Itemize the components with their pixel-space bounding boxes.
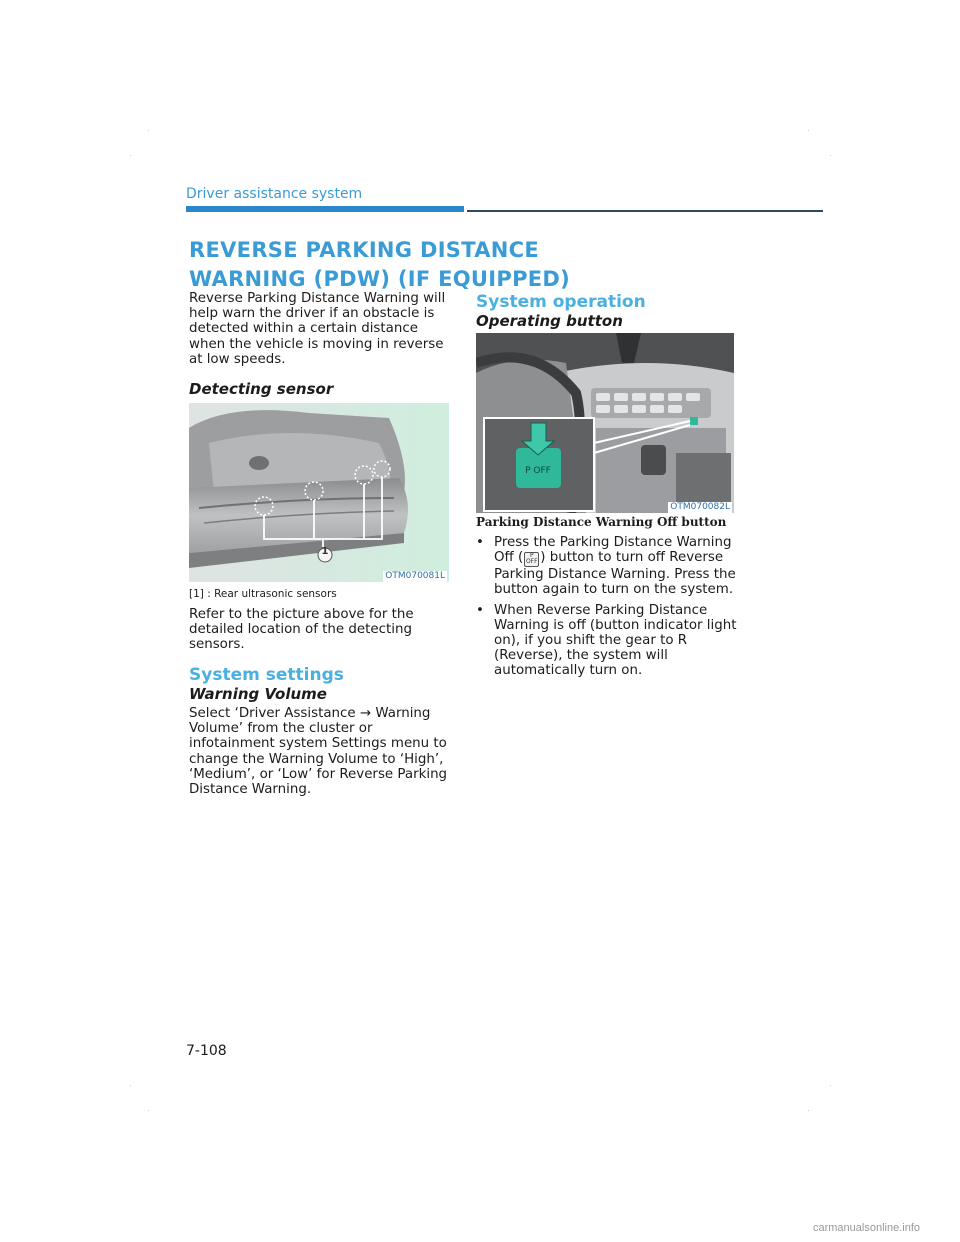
dashboard-illustration [476,333,734,513]
operating-button-heading: Operating button [476,312,623,330]
section-header: Driver assistance system [186,186,363,202]
header-rule-thick [186,206,464,212]
page-title: REVERSE PARKING DISTANCE WARNING (PDW) (IF EQUIPPED) [189,238,571,291]
button-figure-caption: Parking Distance Warning Off button [476,515,727,529]
figure-code: OTM070081L [385,571,445,581]
operation-bullet-list [476,535,738,684]
button-figure [476,333,734,513]
parking-off-icon: P OFF [525,552,538,566]
rear-sensor-figure [189,403,449,582]
sensor-description: Refer to the picture above for the detailed location of the detecting sensors. [189,607,414,653]
system-settings-heading: System settings [189,665,344,685]
crop-mark [830,155,831,156]
sensor-callout-number: 1 [321,546,329,557]
crop-mark [130,1085,131,1086]
crop-mark [130,155,131,156]
sensor-caption: [1] : Rear ultrasonic sensors [189,588,337,600]
crop-mark [808,130,809,131]
crop-mark [808,1110,809,1111]
header-rule-thin [467,210,823,212]
page-number: 7-108 [186,1043,227,1059]
crop-mark [830,1085,831,1086]
watermark: carmanualsonline.info [812,1222,920,1234]
detecting-sensor-heading: Detecting sensor [189,380,334,398]
crop-mark [148,1110,149,1111]
list-item: • Press the Parking Distance Warning Off ( P OFF ) button to turn off Reverse Parking Distance Warning. Press the button again to turn on the system. [476,535,736,598]
rear-bumper-illustration [189,403,449,582]
warning-volume-text: Select ‘Driver Assistance → Warning Volume’ from the cluster or infotainment system Settings menu to change the Warning Volume to ‘High’, ‘Medium’, or ‘Low’ for Reverse Parking Distance Warning. [189,706,448,798]
warning-volume-heading: Warning Volume [189,685,327,703]
system-operation-heading: System operation [476,292,646,312]
list-item: • When Reverse Parking Distance Warning is off (button indicator light on), if you shift the gear to R (Reverse), the system will automatically turn on. [476,602,737,679]
svg-text:P OFF: P OFF [525,466,551,476]
figure-code: OTM070082L [670,502,730,512]
intro-text: Reverse Parking Distance Warning will help warn the driver if an obstacle is detected within a certain distance when the vehicle is moving in reverse at low speeds. [189,291,446,367]
crop-mark [148,130,149,131]
